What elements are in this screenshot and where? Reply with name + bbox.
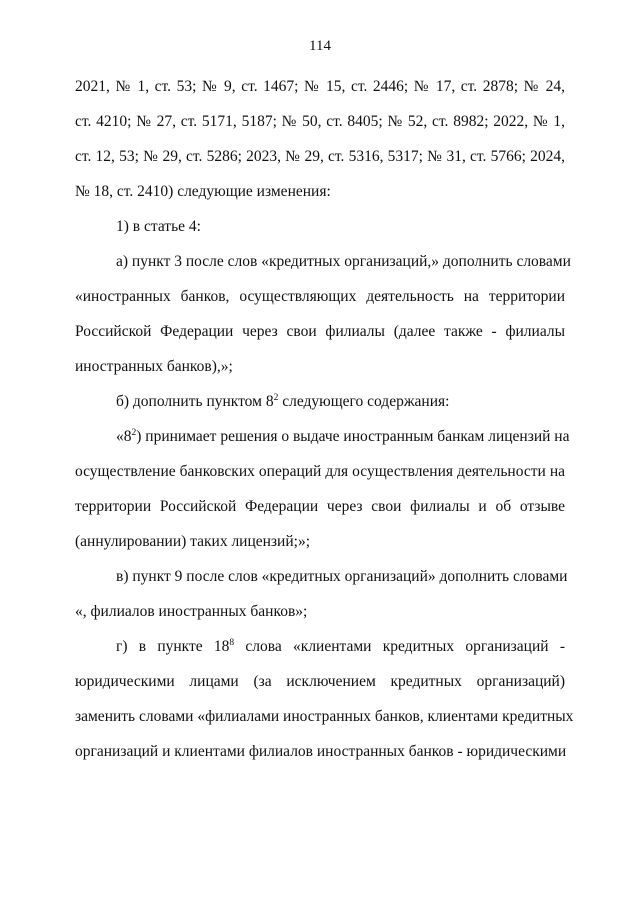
text-line: «иностранных банков, осуществляющих деятельность на территории <box>75 288 565 305</box>
text-line: № 18, ст. 2410) следующие изменения: <box>75 183 331 200</box>
text-line: Российской Федерации через свои филиалы (далее также - филиалы <box>75 323 565 340</box>
text-line <box>116 638 565 656</box>
text-line: «, филиалов иностранных банков»; <box>75 603 308 620</box>
text-fragment: слова «клиентами кредитных организаций - <box>234 638 565 655</box>
superscript: 8 <box>229 638 235 648</box>
text-line: ст. 4210; № 27, ст. 5171, 5187; № 50, ст. 8405; № 52, ст. 8982; 2022, № 1, <box>75 113 565 130</box>
text-fragment: г) в пункте 18 <box>116 638 230 655</box>
text-line: осуществление банковских операций для осуществления деятельности на <box>75 463 565 480</box>
text-fragment: следующего содержания: <box>278 393 450 410</box>
text-line: 1) в статье 4: <box>116 218 201 235</box>
superscript: 2 <box>131 428 137 438</box>
text-line: иностранных банков),»; <box>75 358 233 375</box>
page-number: 114 <box>309 38 331 54</box>
text-line: в) пункт 9 после слов «кредитных организаций» дополнить словами <box>116 568 568 585</box>
superscript: 2 <box>273 393 279 403</box>
text-line: территории Российской Федерации через свои филиалы и об отзыве <box>75 498 565 515</box>
text-fragment: б) дополнить пунктом 8 <box>116 393 274 410</box>
text-line: юридическими лицами (за исключением кредитных организаций) <box>75 673 565 690</box>
text-line: а) пункт 3 после слов «кредитных организаций,» дополнить словами <box>116 253 571 270</box>
text-line: заменить словами «филиалами иностранных банков, клиентами кредитных <box>75 708 574 725</box>
text-line: 2021, № 1, ст. 53; № 9, ст. 1467; № 15, ст. 2446; № 17, ст. 2878; № 24, <box>75 78 565 95</box>
text-line <box>116 428 570 446</box>
text-fragment: «8 <box>116 428 132 445</box>
text-line <box>116 393 565 411</box>
text-line: ст. 12, 53; № 29, ст. 5286; 2023, № 29, ст. 5316, 5317; № 31, ст. 5766; 2024, <box>75 148 565 165</box>
text-fragment: ) принимает решения о выдаче иностранным банкам лицензий на <box>136 428 570 445</box>
text-line: организаций и клиентами филиалов иностранных банков - юридическими <box>75 743 567 760</box>
text-line: (аннулировании) таких лицензий;»; <box>75 533 311 550</box>
